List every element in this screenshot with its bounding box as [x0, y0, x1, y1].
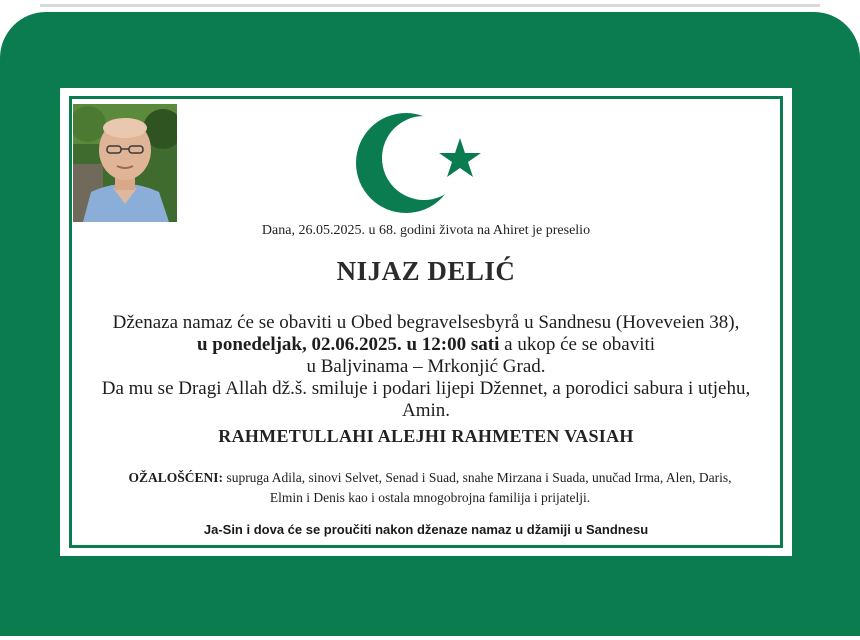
obituary-card	[60, 88, 792, 556]
funeral-line-1: Dženaza namaz će se obaviti u Obed begravelsesbyrå u Sandnesu (Hoveveien 38),	[112, 312, 740, 333]
mourners-label: OŽALOŠĆENI:	[128, 470, 224, 485]
funeral-line-4: Da mu se Dragi Allah dž.š. smiluje i podari lijepi Džennet, a porodici sabura i utjehu,	[101, 378, 751, 399]
crescent-and-star-icon	[356, 108, 486, 218]
portrait-photo	[73, 104, 177, 222]
prayer-text: RAHMETULLAHI ALEJHI RAHMETEN VASIAH	[218, 426, 634, 446]
top-divider	[40, 4, 820, 7]
funeral-line-2	[70, 334, 782, 356]
funeral-line-5: Amin.	[401, 400, 451, 421]
funeral-details	[70, 312, 782, 422]
funeral-line-3: u Baljvinama – Mrkonjić Grad.	[306, 356, 546, 377]
mourners-list	[80, 468, 780, 508]
mourners-names-1: supruga Adila, sinovi Selvet, Senad i Suad, snahe Mirzana i Suada, unučad Irma, Alen, Daris,	[223, 470, 732, 485]
footer-note: Ja-Sin i dova će se proučiti nakon dženaze namaz u džamiji u Sandnesu	[203, 522, 649, 537]
mourners-line-1	[80, 468, 780, 488]
burial-text: a ukop će se obaviti	[499, 334, 656, 355]
funeral-date: u ponedeljak, 02.06.2025. u 12:00 sati	[196, 334, 500, 355]
intro-text: Dana, 26.05.2025. u 68. godini života na Ahiret je preselio	[261, 223, 591, 238]
mourners-line-2: Elmin i Denis kao i ostala mnogobrojna familija i prijatelji.	[269, 490, 591, 505]
deceased-name: NIJAZ DELIĆ	[336, 256, 516, 286]
